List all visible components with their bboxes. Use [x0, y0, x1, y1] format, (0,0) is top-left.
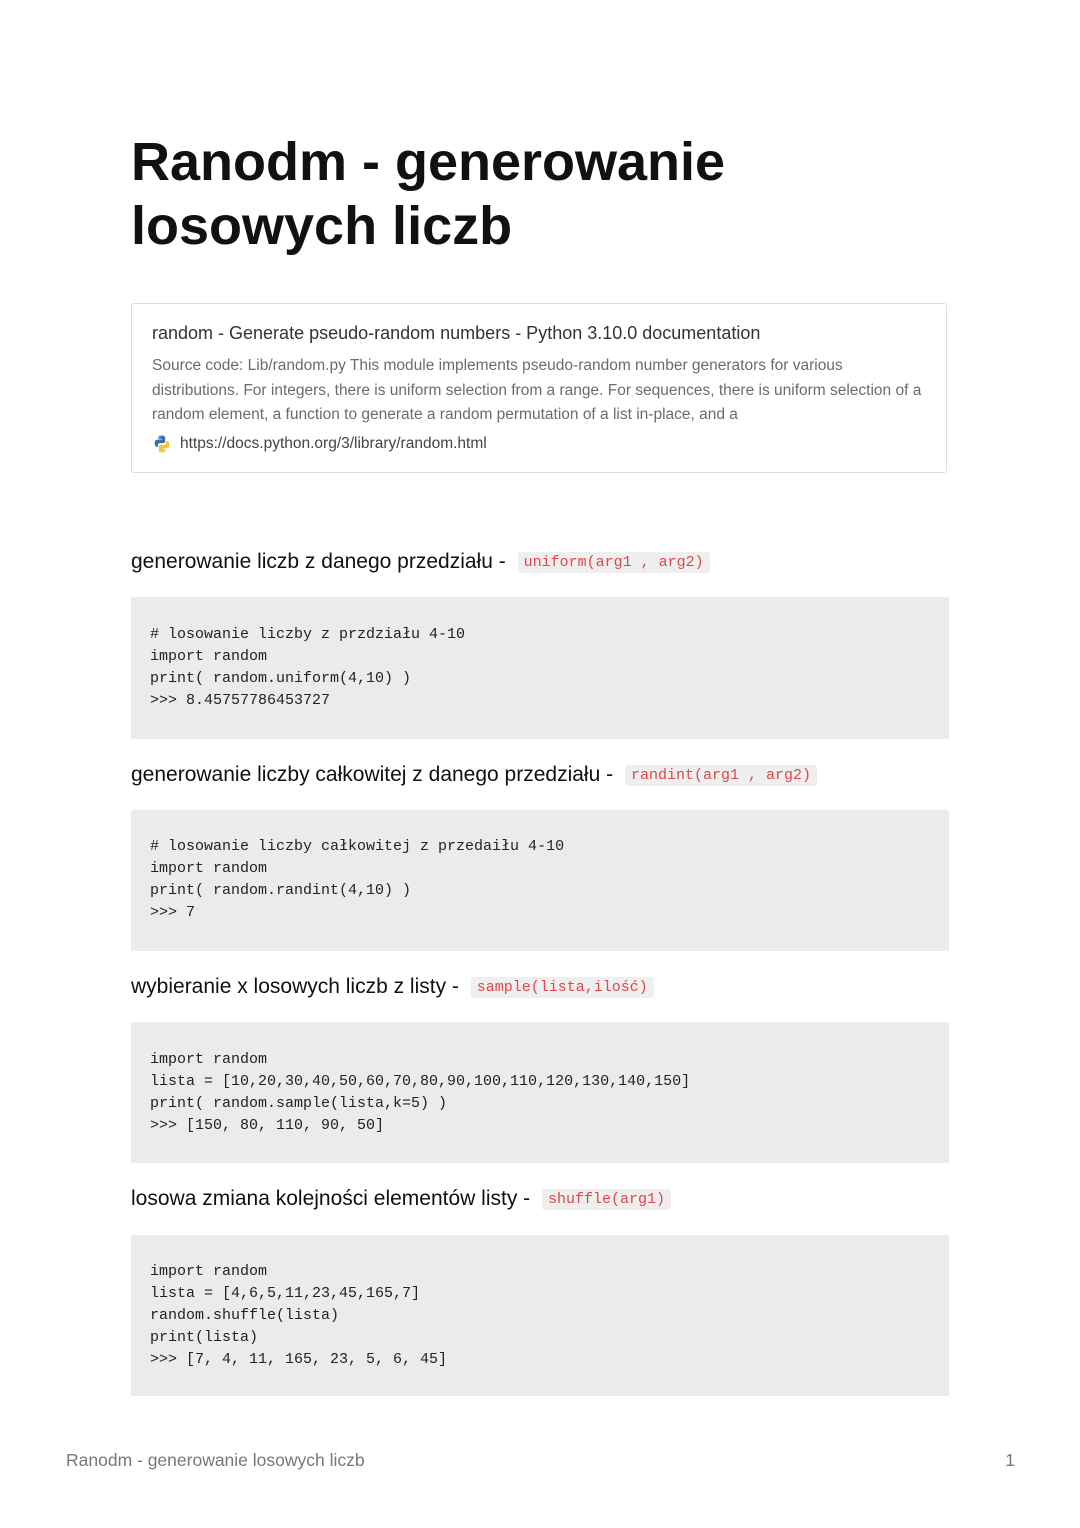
bookmark-title: random - Generate pseudo-random numbers - Python 3.10.0 documentation — [152, 323, 761, 343]
code-line: >>> 8.45757786453727 — [150, 692, 331, 709]
python-logo-icon — [152, 434, 172, 454]
bookmark-description: Source code: Lib/random.py This module implements pseudo-random number generators for various distributions. For integers, there is uniform selection from a range. For sequences, there is uniform selection of a random element, a function to generate a random permutation of a list in-place, and a — [152, 357, 922, 423]
code-line: print( random.randint(4,10) ) — [150, 882, 412, 899]
code-line: import random — [150, 1051, 268, 1068]
code-block-uniform[interactable] — [131, 597, 949, 739]
code-block-shuffle[interactable] — [131, 1235, 949, 1396]
code-line: print( random.sample(lista,k=5) ) — [150, 1095, 448, 1112]
inline-code-uniform: uniform(arg1 , arg2) — [518, 552, 710, 573]
section-heading-uniform — [131, 548, 710, 577]
code-line: random.shuffle(lista) — [150, 1307, 340, 1324]
page-title-line-2: losowych liczb — [131, 196, 513, 256]
code-line: import random — [150, 1263, 268, 1280]
section-heading-shuffle — [131, 1185, 671, 1214]
inline-code-shuffle: shuffle(arg1) — [542, 1189, 671, 1210]
footer-page-number: 1 — [1005, 1450, 1015, 1470]
section-heading-sample — [131, 973, 654, 1002]
code-line: lista = [10,20,30,40,50,60,70,80,90,100,110,120,130,140,150] — [150, 1073, 691, 1090]
section-heading-text: wybieranie x losowych liczb z listy - — [131, 975, 459, 998]
code-line: print( random.uniform(4,10) ) — [150, 670, 412, 687]
code-block-sample[interactable] — [131, 1022, 949, 1163]
code-line: print(lista) — [150, 1329, 259, 1346]
section-heading-randint — [131, 761, 817, 790]
footer-document-title: Ranodm - generowanie losowych liczb — [66, 1450, 365, 1470]
code-line: import random — [150, 860, 268, 877]
section-heading-text: losowa zmiana kolejności elementów listy - — [131, 1187, 531, 1210]
code-line: # losowanie liczby z przdziału 4-10 — [150, 626, 466, 643]
code-block-randint[interactable] — [131, 810, 949, 951]
code-line: >>> 7 — [150, 904, 196, 921]
code-line: >>> [150, 80, 110, 90, 50] — [150, 1117, 385, 1134]
section-heading-text: generowanie liczb z danego przedziału - — [131, 550, 506, 573]
inline-code-sample: sample(lista,ilość) — [471, 977, 654, 998]
section-heading-text: generowanie liczby całkowitej z danego przedziału - — [131, 763, 614, 786]
code-line: import random — [150, 648, 268, 665]
code-line: # losowanie liczby całkowitej z przedaiłu 4-10 — [150, 838, 565, 855]
code-line: lista = [4,6,5,11,23,45,165,7] — [150, 1285, 421, 1302]
inline-code-randint: randint(arg1 , arg2) — [625, 765, 817, 786]
bookmark-link[interactable] — [152, 434, 926, 454]
bookmark-url[interactable]: https://docs.python.org/3/library/random.html — [180, 434, 487, 452]
page-title — [131, 130, 891, 258]
code-line: >>> [7, 4, 11, 165, 23, 5, 6, 45] — [150, 1351, 448, 1368]
bookmark-card[interactable] — [131, 303, 947, 473]
page-title-line-1: Ranodm - generowanie — [131, 132, 726, 192]
